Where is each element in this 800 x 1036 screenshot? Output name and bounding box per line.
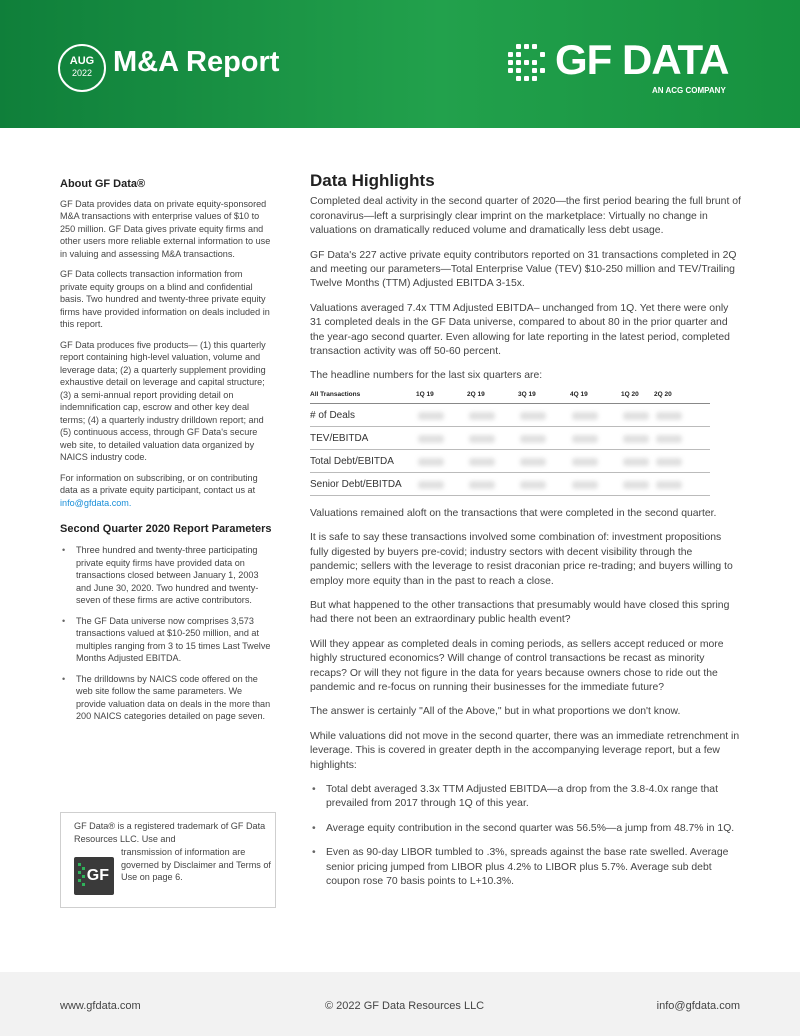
- gf-icon-text: GF: [86, 867, 109, 884]
- highlights-paragraph-6: It is safe to say these transactions involved some combination of: investment propositions fully digested by buyers pre-covid; industry sectors with decent visibility through the pandemic; sellers with the leverage to resist draconian price re-trading; and buyers willing to employ more equity than in the past to reach a close.: [310, 532, 733, 587]
- highlights-paragraph-2: GF Data's 227 active private equity contributors reported on 31 transactions completed in 2Q and meeting our parameters—Total Enterprise Value (TEV) $10-250 million and TEV/Trailing Twelve Months (TTM) Adjusted EBITDA 3-15x.: [310, 249, 737, 290]
- row-label: Total Debt/EBITDA: [310, 456, 394, 467]
- contact-text: For information on subscribing, or on contributing data as a private equity participant, contact us at: [60, 472, 258, 495]
- blurred-cell: [520, 435, 546, 443]
- table-column-header: 1Q 20: [621, 391, 639, 398]
- badge-month: AUG: [69, 55, 95, 67]
- params-heading: Second Quarter 2020 Report Parameters: [60, 523, 272, 535]
- trademark-text-1: GF Data® is a registered trademark of GF Data Resources LLC. Use and: [74, 821, 266, 844]
- params-item: • The GF Data universe now comprises 3,573 transactions valued at $10-250 million, and at multiples ranging from 3 to 15 times Last Twelve Months Adjusted EBITDA.: [60, 615, 272, 665]
- report-header: [0, 0, 800, 128]
- footer-email-link[interactable]: info@gfdata.com: [656, 1000, 740, 1012]
- blurred-cell: [469, 458, 495, 466]
- data-highlights-heading: Data Highlights: [310, 171, 435, 190]
- highlights-paragraph-10: While valuations did not move in the second quarter, there was an immediate retrenchment in leverage. This is covered in greater depth in the accompanying leverage report, but a few highlights:: [310, 730, 740, 771]
- blurred-cell: [656, 435, 682, 443]
- params-item: • Three hundred and twenty-three participating private equity firms have provided data on transactions closed between January 1, 2003 and June 30, 2020. Two hundred and twenty- seven of these firms are active contributors.: [60, 544, 272, 607]
- blurred-cell: [623, 412, 649, 420]
- table-column-header: 3Q 19: [518, 391, 536, 398]
- table-column-header: 2Q 19: [467, 391, 485, 398]
- highlights-paragraph-3: Valuations averaged 7.4x TTM Adjusted EBITDA– unchanged from 1Q. Yet there were only 31 completed deals in the GF Data universe, compared to about 80 in the prior quarter and the year-ago second quarter. Even allowing for late reporting in the latest period, completed transaction activity was off 50-60 percent.: [310, 302, 730, 358]
- blurred-cell: [572, 435, 598, 443]
- blurred-cell: [656, 412, 682, 420]
- blurred-cell: [418, 435, 444, 443]
- blurred-cell: [656, 458, 682, 466]
- sidebar-column: [60, 178, 272, 731]
- highlights-paragraph-4: The headline numbers for the last six quarters are:: [310, 370, 543, 382]
- about-heading: About GF Data®: [60, 178, 146, 190]
- blurred-cell: [469, 481, 495, 489]
- gf-data-logo: GF DATA: [555, 36, 729, 83]
- about-paragraph-4: [60, 472, 272, 510]
- about-paragraph-3: GF Data produces five products— (1) this quarterly report containing high-level valuation, volume and leverage data; (2) a quarterly supplement providing exhaustive detail on leverage and capital structure; (3) a semi-annual report providing detail on indemnification cap, escrow and other key deal terms; (4) a quarterly industry drilldown report; and (5) continuous access, through GF Data's secure web site, to detailed valuation data organized by NAICS industry code.: [60, 339, 266, 462]
- table-corner-label: All Transactions: [310, 391, 361, 398]
- gf-logo-icon: [74, 857, 114, 895]
- table-row: [310, 404, 710, 427]
- footer-website-link[interactable]: www.gfdata.com: [60, 1000, 141, 1012]
- highlights-paragraph-8: Will they appear as completed deals in coming periods, as sellers accept reduced or more highly structured economics? Will change of control transactions be recast as minority recaps? Or will they not figure in the data for years because owners chose to ride out the pandemic and re-focus on running their businesses for the immediate future?: [310, 638, 724, 693]
- blurred-cell: [520, 458, 546, 466]
- headline-numbers-table: [310, 388, 710, 496]
- blurred-cell: [418, 458, 444, 466]
- blurred-cell: [623, 435, 649, 443]
- highlight-bullet: • Even as 90-day LIBOR tumbled to .3%, spreads against the base rate swelled. Average senior pricing jumped from LIBOR plus 4.2% to LIBOR plus 5.7%. Average sub debt coupon rose 70 basis points to L+10.3%.: [310, 846, 742, 889]
- report-title: M&A Report: [113, 46, 280, 78]
- about-paragraph-2: GF Data collects transaction information from private equity groups on a blind and confidential basis. Two hundred and twenty-three private equity firms have provided information on deals included in this report.: [60, 269, 270, 329]
- blurred-cell: [656, 481, 682, 489]
- trademark-text-2: transmission of information are governed by Disclaimer and Terms of Use on page 6.: [121, 847, 271, 882]
- logo-tagline: AN ACG COMPANY: [652, 86, 726, 95]
- highlights-bullets: [310, 783, 742, 889]
- blurred-cell: [520, 481, 546, 489]
- highlight-bullet: • Average equity contribution in the second quarter was 56.5%—a jump from 48.7% in 1Q.: [310, 822, 742, 836]
- table-column-header: 4Q 19: [570, 391, 588, 398]
- blurred-cell: [469, 412, 495, 420]
- params-item: • The drilldowns by NAICS code offered on the web site follow the same parameters. We provide valuation data on deals in the more than 200 NAICS categories detailed on page seven.: [60, 673, 272, 723]
- blurred-cell: [623, 458, 649, 466]
- main-column: [310, 171, 742, 899]
- blurred-cell: [469, 435, 495, 443]
- logo-dots-icon: [508, 42, 548, 84]
- row-label: # of Deals: [310, 410, 356, 421]
- badge-year: 2022: [71, 68, 93, 78]
- highlights-paragraph-5: Valuations remained aloft on the transactions that were completed in the second quarter.: [310, 507, 717, 519]
- trademark-box: [60, 812, 276, 908]
- highlights-paragraph-9: The answer is certainly "All of the Above," but in what proportions we don't know.: [310, 706, 681, 718]
- blurred-cell: [572, 412, 598, 420]
- params-list: [60, 544, 272, 723]
- blurred-cell: [520, 412, 546, 420]
- page-footer: [0, 972, 800, 1036]
- table-header-row: [310, 388, 710, 404]
- table-column-header: 2Q 20: [654, 391, 672, 398]
- contact-email-link[interactable]: info@gfdata.com.: [60, 497, 132, 508]
- table-row: [310, 450, 710, 473]
- blurred-cell: [572, 481, 598, 489]
- highlight-bullet: • Total debt averaged 3.3x TTM Adjusted EBITDA—a drop from the 3.8-4.0x range that prevailed from 2017 through 1Q of this year.: [310, 783, 742, 812]
- table-column-header: 1Q 19: [416, 391, 434, 398]
- table-row: [310, 427, 710, 450]
- blurred-cell: [623, 481, 649, 489]
- date-badge: [58, 44, 106, 92]
- about-paragraph-1: GF Data provides data on private equity-sponsored M&A transactions with enterprise values of $10 to 250 million. GF Data gives private equity firms and other users more reliable external information to use in valuing and assessing M&A transactions.: [60, 198, 271, 259]
- row-label: TEV/EBITDA: [310, 433, 369, 444]
- footer-copyright: © 2022 GF Data Resources LLC: [325, 1000, 485, 1012]
- blurred-cell: [418, 412, 444, 420]
- highlights-paragraph-7: But what happened to the other transactions that presumably would have closed this spring had there not been an extraordinary public health event?: [310, 599, 730, 626]
- row-label: Senior Debt/EBITDA: [310, 479, 402, 490]
- table-row: [310, 473, 710, 496]
- blurred-cell: [572, 458, 598, 466]
- highlights-paragraph-1: Completed deal activity in the second quarter of 2020—the first period bearing the full brunt of coronavirus—left a surprisingly clear imprint on the marketplace: Virtually no change in valuations on dramatically reduced volume and dramatically less debt usage.: [310, 196, 741, 237]
- blurred-cell: [418, 481, 444, 489]
